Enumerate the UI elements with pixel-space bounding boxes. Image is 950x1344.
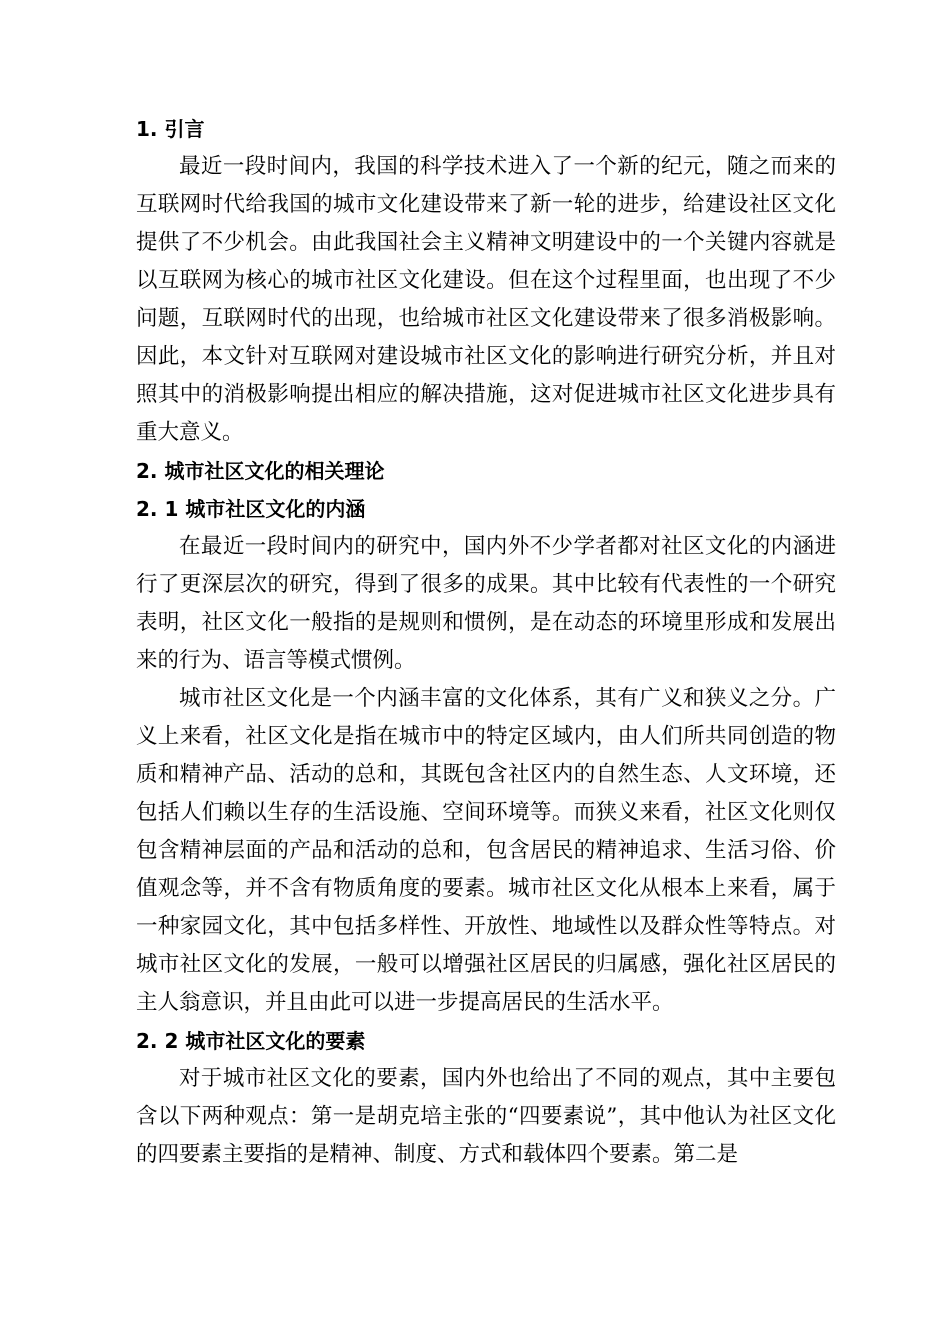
document-page [136,110,836,1174]
paragraph-connotation-definition: 城市社区文化是一个内涵丰富的文化体系，其有广义和狭义之分。广义上来看，社区文化是指在城市中的特定区域内，由人们所共同创造的物质和精神产品、活动的总和，其既包含社区内的自然生态、人文环境，还包括人们赖以生存的生活设施、空间环境等。而狭义来看，社区文化则仅包含精神层面的产品和活动的总和，包含居民的精神追求、生活习俗、价值观念等，并不含有物质角度的要素。城市社区文化从根本上来看，属于一种家园文化，其中包括多样性、开放性、地域性以及群众性等特点。对城市社区文化的发展，一般可以增强社区居民的归属感，强化社区居民的主人翁意识，并且由此可以进一步提高居民的生活水平。 [136,686,836,1015]
paragraph-introduction: 最近一段时间内，我国的科学技术进入了一个新的纪元，随之而来的互联网时代给我国的城市文化建设带来了新一轮的进步，给建设社区文化提供了不少机会。由此我国社会主义精神文明建设中的一个关键内容就是以互联网为核心的城市社区文化建设。但在这个过程里面，也出现了不少问题，互联网时代的出现，也给城市社区文化建设带来了很多消极影响。因此，本文针对互联网对建设城市社区文化的影响进行研究分析，并且对照其中的消极影响提出相应的解决措施，这对促进城市社区文化进步具有重大意义。 [136,154,836,445]
heading-introduction: 1. 引言 [136,117,205,141]
heading-connotation: 2. 1 城市社区文化的内涵 [136,497,366,521]
heading-elements: 2. 2 城市社区文化的要素 [136,1029,366,1053]
heading-related-theory: 2. 城市社区文化的相关理论 [136,459,385,483]
paragraph-elements: 对于城市社区文化的要素，国内外也给出了不同的观点，其中主要包含以下两种观点：第一是胡克培主张的“四要素说”，其中他认为社区文化的四要素主要指的是精神、制度、方式和载体四个要素。第二是 [136,1066,836,1167]
paragraph-connotation-research: 在最近一段时间内的研究中，国内外不少学者都对社区文化的内涵进行了更深层次的研究，得到了很多的成果。其中比较有代表性的一个研究表明，社区文化一般指的是规则和惯例，是在动态的环境里形成和发展出来的行为、语言等模式惯例。 [136,534,836,673]
